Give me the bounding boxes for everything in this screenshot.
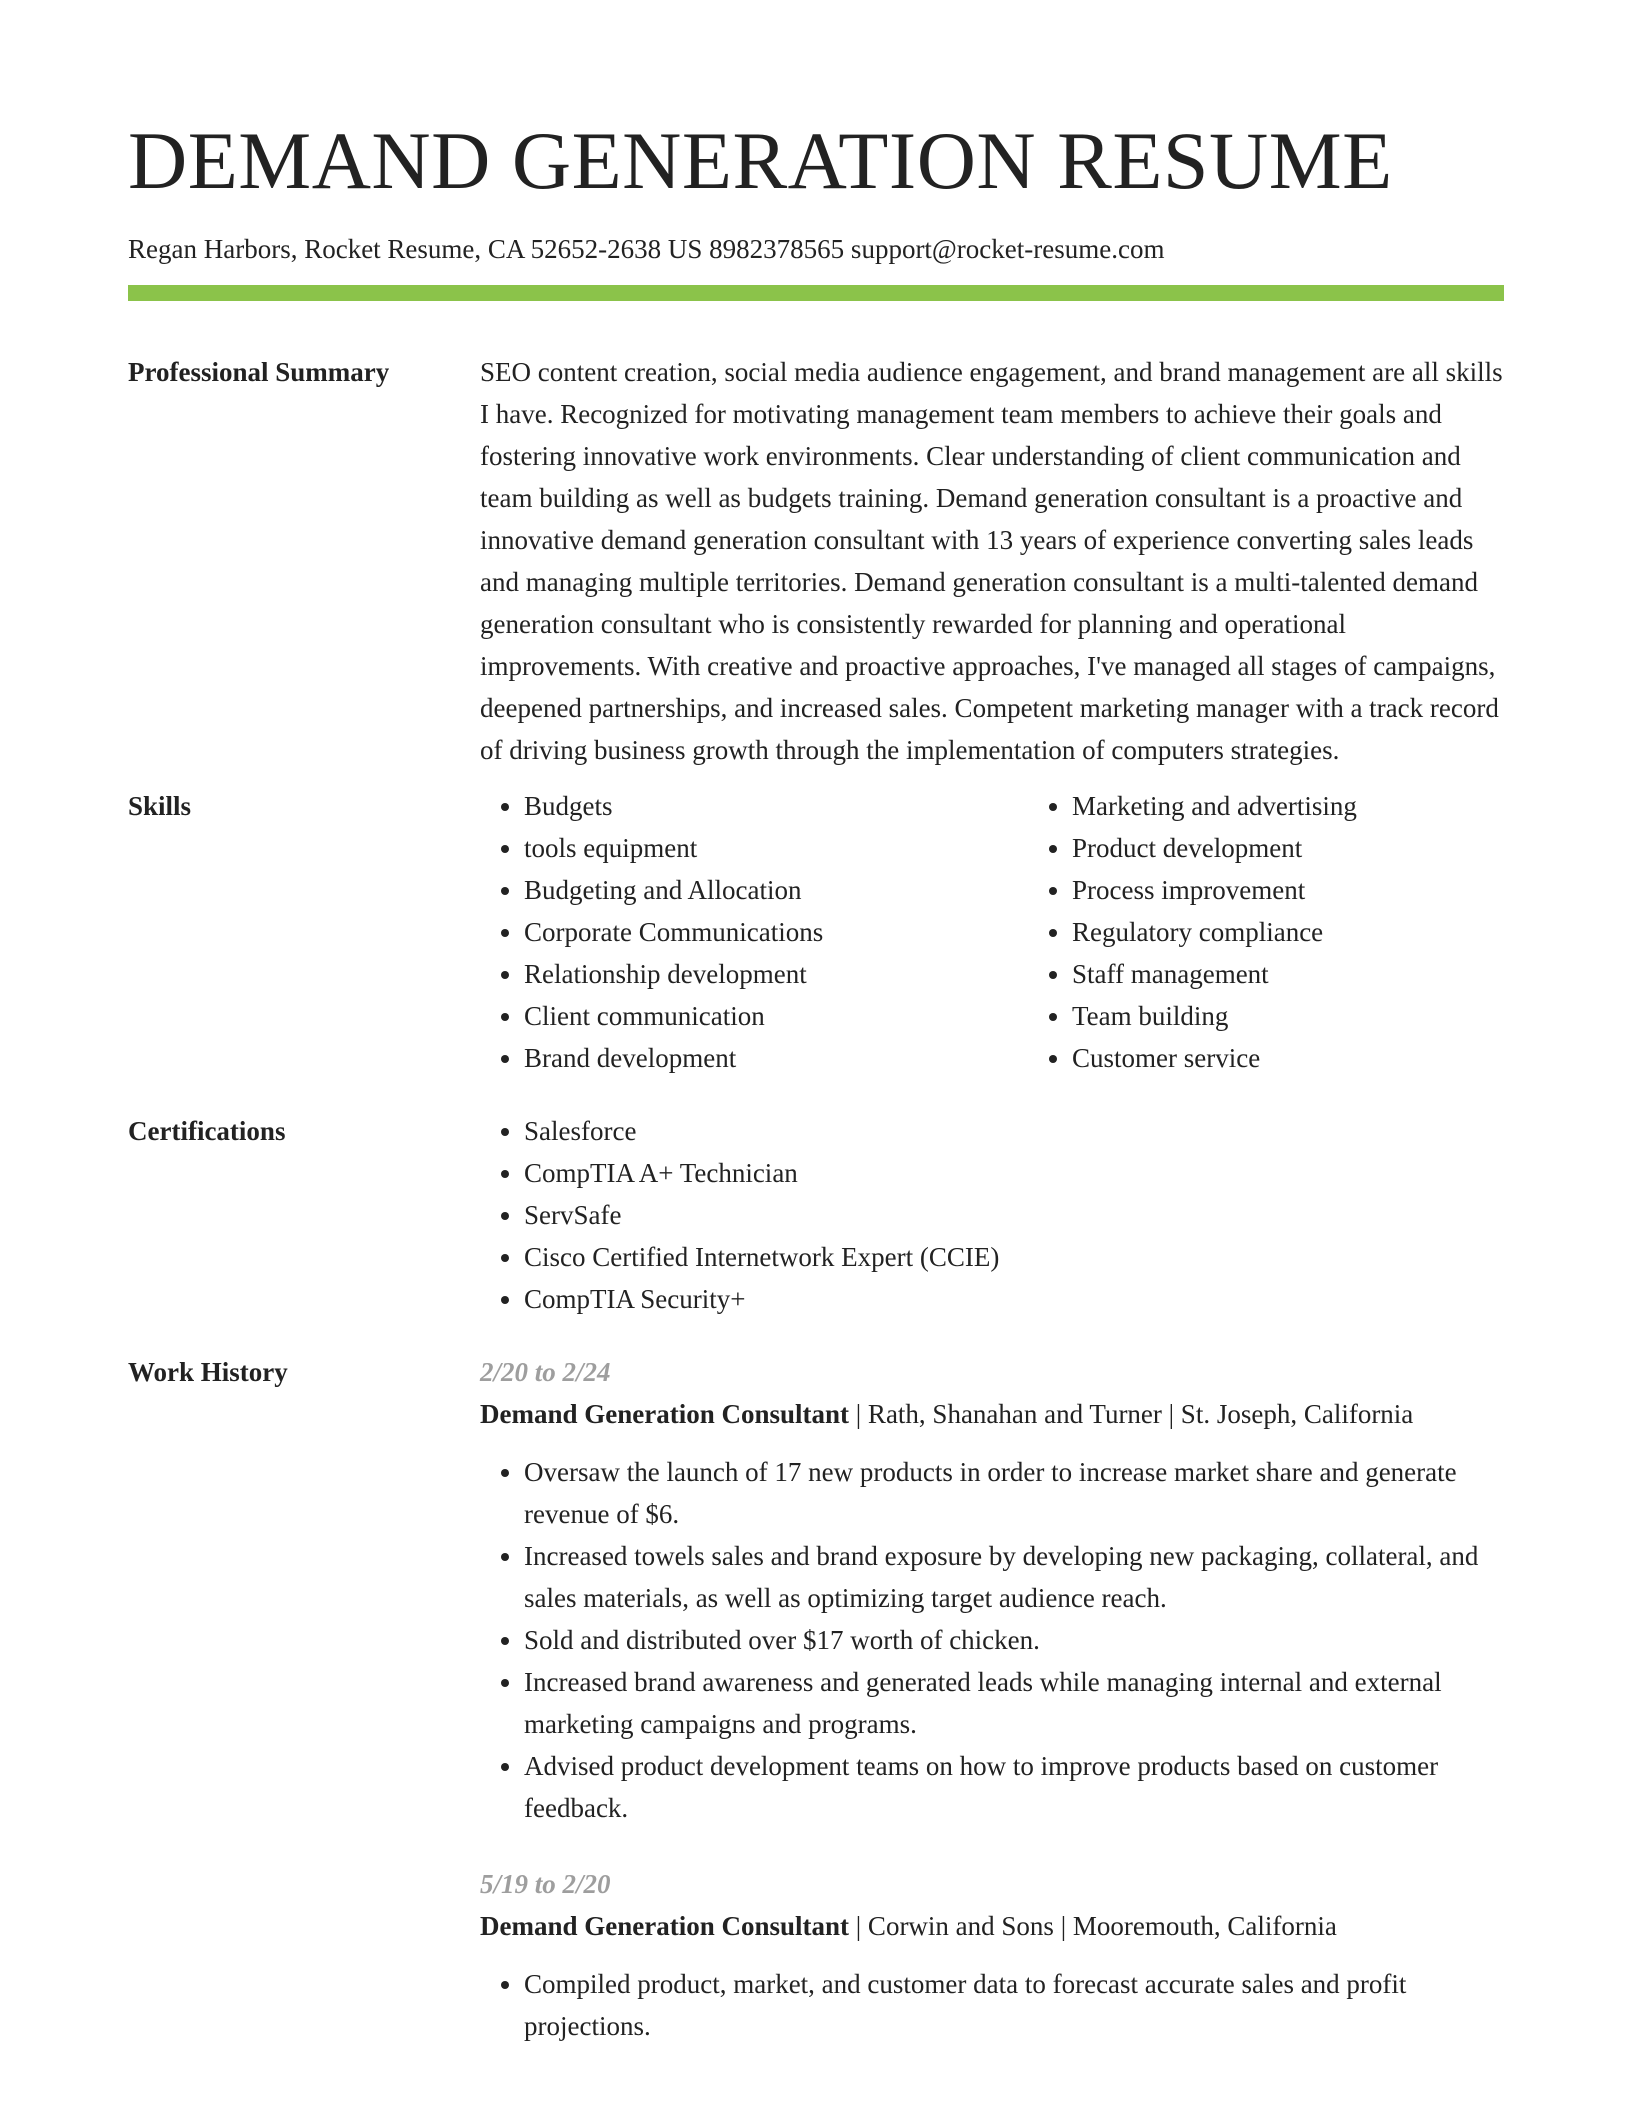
contact-line: Regan Harbors, Rocket Resume, CA 52652-2638 US 8982378565 support@rocket-resume.com [128,234,1165,264]
skill-item: • Product development [1072,827,1504,869]
job-dates: 2/20 to 2/24 [480,1357,611,1388]
job-heading [480,1905,1504,1947]
certification-item: • Cisco Certified Internetwork Expert (CCIE) [524,1236,1504,1278]
section-skills [128,785,1504,1079]
skill-item: • Client communication [524,995,1028,1037]
job-bullet: • Oversaw the launch of 17 new products in order to increase market share and generate revenue of $6. [524,1451,1504,1535]
skill-item: • Budgeting and Allocation [524,869,1028,911]
section-label-work-history: Work History [128,1357,288,1388]
job-dates: 5/19 to 2/20 [480,1869,611,1900]
job-bullet: • Advised product development teams on how to improve products based on customer feedback. [524,1745,1504,1829]
job-bullet: • Increased brand awareness and generated leads while managing internal and external marketing campaigns and programs. [524,1661,1504,1745]
skill-item: • Team building [1072,995,1504,1037]
job-responsibilities [480,1963,1504,2047]
job-bullet: • Increased towels sales and brand exposure by developing new packaging, collateral, and sales materials, as well as optimizing target audience reach. [524,1535,1504,1619]
resume-page [128,115,1504,2081]
job-heading [480,1393,1504,1435]
job-title: Demand Generation Consultant [480,1911,850,1942]
certification-item: • CompTIA A+ Technician [524,1152,1504,1194]
section-work-history [128,1351,1504,2081]
section-professional-summary [128,351,1504,771]
job-entry [480,1863,1504,2047]
skill-item: • Brand development [524,1037,1028,1079]
section-label-skills: Skills [128,791,192,822]
summary-text: SEO content creation, social media audience engagement, and brand management are all skills I have. Recognized for motivating management team members to achieve their goals and fostering innovative work environments. Clear understanding of client communication and team building as well as budgets training. Demand generation consultant is a proactive and innovative demand generation consultant with 13 years of experience converting sales leads and managing multiple territories. Demand generation consultant is a multi-talented demand generation consultant who is consistently rewarded for planning and operational improvements. With creative and proactive approaches, I've managed all stages of campaigns, deepened partnerships, and increased sales. Competent marketing manager with a track record of driving business growth through the implementation of computers strategies. [480,357,1503,766]
job-employer-location: | Corwin and Sons | Mooremouth, California [849,1911,1337,1942]
certification-item: • CompTIA Security+ [524,1278,1504,1320]
job-responsibilities [480,1451,1504,1829]
skill-item: • Budgets [524,785,1028,827]
resume-title: DEMAND GENERATION RESUME [128,115,1393,206]
job-title: Demand Generation Consultant [480,1399,850,1430]
section-label-certifications: Certifications [128,1116,286,1147]
job-bullet: • Sold and distributed over $17 worth of chicken. [524,1619,1504,1661]
certifications-list [480,1110,1504,1320]
skill-item: • Staff management [1072,953,1504,995]
section-label-summary: Professional Summary [128,357,390,388]
skill-item: • Customer service [1072,1037,1504,1079]
skills-list-column-2 [1028,785,1504,1079]
skill-item: • Regulatory compliance [1072,911,1504,953]
certification-item: • ServSafe [524,1194,1504,1236]
skill-item: • Relationship development [524,953,1028,995]
skill-item: • Process improvement [1072,869,1504,911]
section-certifications [128,1110,1504,1320]
job-entry [480,1351,1504,1829]
skill-item: • Corporate Communications [524,911,1028,953]
skill-item: • tools equipment [524,827,1028,869]
certification-item: • Salesforce [524,1110,1504,1152]
accent-divider [128,285,1504,301]
job-employer-location: | Rath, Shanahan and Turner | St. Joseph, California [849,1399,1414,1430]
job-bullet: • Compiled product, market, and customer data to forecast accurate sales and profit projections. [524,1963,1504,2047]
skills-list-column-1 [480,785,1028,1079]
skill-item: • Marketing and advertising [1072,785,1504,827]
